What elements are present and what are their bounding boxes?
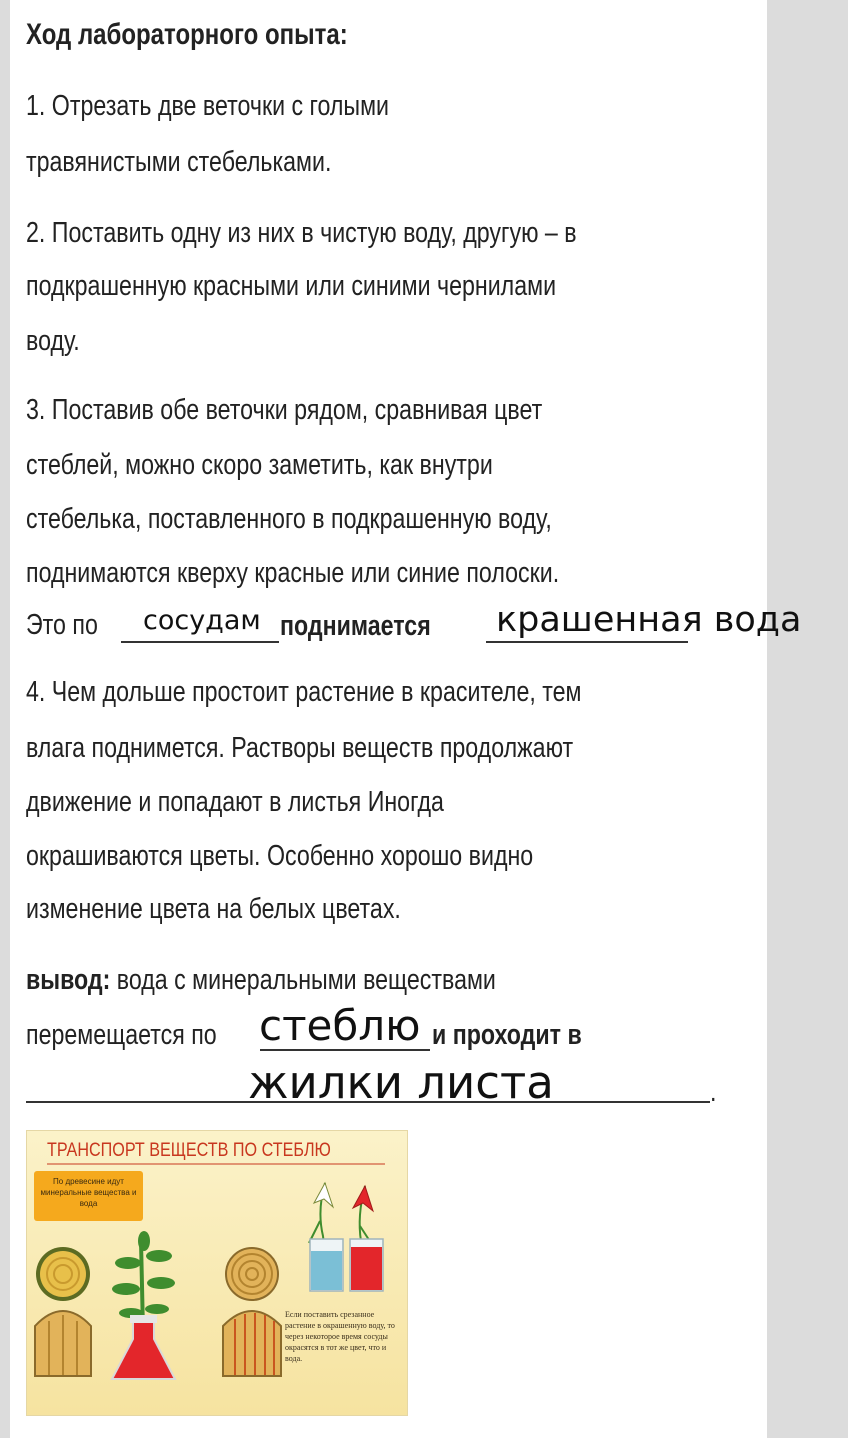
flask-plant-icon: [112, 1231, 175, 1379]
step4-line1: 4. Чем дольше простоит растение в красителе, тем: [26, 676, 582, 708]
step4-line3: движение и попадают в листья Иногда: [26, 786, 444, 818]
step3-line1: 3. Поставив обе веточки рядом, сравнивая цвет: [26, 394, 543, 426]
red-water-glass-icon: [350, 1239, 383, 1291]
answer-water: крашенная вода: [496, 600, 802, 640]
step2-line3: воду.: [26, 325, 80, 357]
illustration-drawing: [27, 1131, 407, 1415]
stem-section-icon: [223, 1311, 281, 1376]
blue-water-glass-icon: [310, 1239, 343, 1291]
figure-box-text: По древесине идут минеральные вещества и вода: [40, 1177, 137, 1208]
step4-line2: влага поднимется. Растворы веществ продолжают: [26, 732, 574, 764]
step2-line2: подкрашенную красными или синими чернилами: [26, 270, 557, 302]
answer-leaf: жилки листа: [248, 1056, 554, 1109]
blank-vessels: [121, 641, 279, 643]
step1-line1: 1. Отрезать две веточки с голыми: [26, 90, 390, 122]
step3-line5-start: Это по: [26, 609, 98, 641]
figure-title: ТРАНСПОРТ ВЕЩЕСТВ ПО СТЕБЛЮ: [47, 1140, 331, 1161]
answer-stem: стеблю: [259, 1001, 421, 1050]
answer-vessels: сосудам: [143, 605, 261, 636]
conclusion-line1: [26, 964, 496, 997]
wood-log-icon: [35, 1311, 91, 1376]
wood-ring-icon: [226, 1248, 278, 1300]
step3-line5-mid: поднимается: [280, 610, 431, 642]
step3-line2: стеблей, можно скоро заметить, как внутри: [26, 449, 493, 481]
step4-line4: окрашиваются цветы. Особенно хорошо видно: [26, 840, 534, 872]
conclusion-line1-rest: вода с минеральными веществами: [110, 964, 496, 996]
step4-line5: изменение цвета на белых цветах.: [26, 893, 401, 925]
transport-illustration: [26, 1130, 408, 1416]
step3-line4: поднимаются кверху красные или синие полоски.: [26, 557, 560, 589]
document-page: [10, 0, 802, 1438]
conclusion-period: .: [710, 1076, 717, 1108]
step2-line1: 2. Поставить одну из них в чистую воду, другую – в: [26, 217, 577, 249]
wood-cross-section-icon: [36, 1247, 90, 1301]
conclusion-line2-end: и проходит в: [432, 1019, 582, 1051]
conclusion-label: вывод:: [26, 964, 111, 996]
step3-line3: стебелька, поставленного в подкрашенную воду,: [26, 503, 552, 535]
conclusion-line2-start: перемещается по: [26, 1019, 217, 1051]
blank-water: [486, 641, 688, 643]
document-heading: Ход лабораторного опыта:: [26, 18, 348, 51]
step1-line2: травянистыми стебельками.: [26, 146, 332, 178]
figure-note: Если поставить срезанное растение в окрашенную воду, то через некоторое время сосуды окрасятся в тот же цвет, что и вода.: [285, 1310, 395, 1363]
